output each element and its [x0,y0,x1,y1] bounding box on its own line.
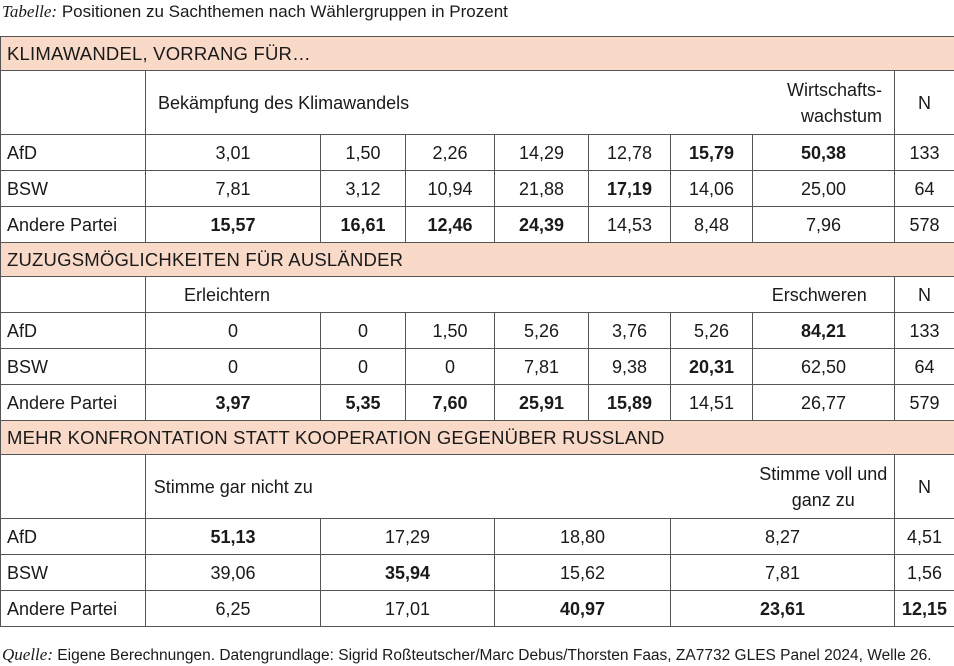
data-table [0,36,954,627]
table-cell: 10,94 [406,171,495,207]
table-cell: 16,61 [321,207,406,243]
party-label: BSW [1,349,146,385]
table-cell: 3,97 [146,385,321,421]
table-cell: 17,01 [321,591,495,627]
table-cell: 4,51 [895,519,954,555]
table-cell: 14,53 [589,207,671,243]
scale-left-label: Bekämpfung des Klimawandels [146,71,495,135]
scale-right-label: Stimme voll und ganz zu [753,455,895,519]
table-cell: 15,62 [495,555,671,591]
caption-text: Positionen zu Sachthemen nach Wählergruppen in Prozent [61,2,508,21]
scale-left-label: Stimme gar nicht zu [146,455,321,519]
table-cell: 1,50 [406,313,495,349]
table-cell: 3,12 [321,171,406,207]
table-cell: 26,77 [753,385,895,421]
table-cell: 5,35 [321,385,406,421]
source-text: Eigene Berechnungen. Datengrundlage: Sigrid Roßteutscher/Marc Debus/Thorsten Faas, ZA7732 GLES Panel 2024, Welle 26. [57,647,932,664]
table-cell: 7,96 [753,207,895,243]
table-cell: 62,50 [753,349,895,385]
table-cell: 14,06 [671,171,753,207]
table-cell: 0 [146,349,321,385]
table-cell: 25,00 [753,171,895,207]
table-cell: 20,31 [671,349,753,385]
n-header: N [895,455,954,519]
n-cell: 133 [895,313,954,349]
table-cell: 7,81 [495,349,589,385]
table-cell: 35,94 [321,555,495,591]
scale-right-label: Erschweren [753,277,895,313]
table-cell: 17,19 [589,171,671,207]
table-cell: 12,46 [406,207,495,243]
party-label: AfD [1,135,146,171]
n-header: N [895,71,954,135]
table-cell: 18,80 [495,519,671,555]
section-title-russland: MEHR KONFRONTATION STATT KOOPERATION GEGENÜBER RUSSLAND [1,421,954,455]
table-cell: 3,76 [589,313,671,349]
party-label: Andere Partei [1,591,146,627]
table-cell: 1,56 [895,555,954,591]
party-label: BSW [1,555,146,591]
source-note [2,645,932,666]
table-cell: 0 [406,349,495,385]
table-cell: 15,89 [589,385,671,421]
table-cell: 1,50 [321,135,406,171]
table-cell: 0 [321,349,406,385]
table-cell: 50,38 [753,135,895,171]
table-cell: 84,21 [753,313,895,349]
table-cell: 0 [321,313,406,349]
table-cell: 8,48 [671,207,753,243]
scale-left-label: Erleichtern [146,277,495,313]
table-cell: 15,79 [671,135,753,171]
table-cell: 21,88 [495,171,589,207]
table-cell: 7,81 [671,555,895,591]
table-cell: 17,29 [321,519,495,555]
n-cell: 578 [895,207,954,243]
table-cell: 3,01 [146,135,321,171]
table-cell: 0 [146,313,321,349]
table-cell: 12,15 [895,591,954,627]
table-caption [2,2,508,22]
table-cell: 15,57 [146,207,321,243]
n-cell: 64 [895,349,954,385]
table-cell: 14,29 [495,135,589,171]
table-cell: 8,27 [671,519,895,555]
table-cell: 7,60 [406,385,495,421]
table-cell: 51,13 [146,519,321,555]
caption-label: Tabelle: [2,2,58,21]
table-cell: 39,06 [146,555,321,591]
table-cell: 5,26 [495,313,589,349]
table-cell: 12,78 [589,135,671,171]
table-cell: 6,25 [146,591,321,627]
table-cell: 7,81 [146,171,321,207]
n-header: N [895,277,954,313]
n-cell: 64 [895,171,954,207]
party-label: AfD [1,519,146,555]
party-label: BSW [1,171,146,207]
table-cell: 25,91 [495,385,589,421]
section-title-klimawandel: KLIMAWANDEL, VORRANG FÜR… [1,37,954,71]
party-label: Andere Partei [1,385,146,421]
source-label: Quelle: [2,645,53,664]
table-cell: 23,61 [671,591,895,627]
party-label: AfD [1,313,146,349]
table-cell: 9,38 [589,349,671,385]
table-cell: 5,26 [671,313,753,349]
table-cell: 14,51 [671,385,753,421]
party-label: Andere Partei [1,207,146,243]
n-cell: 579 [895,385,954,421]
n-cell: 133 [895,135,954,171]
scale-right-label: Wirtschafts-wachstum [753,71,895,135]
section-title-zuzug: ZUZUGSMÖGLICHKEITEN FÜR AUSLÄNDER [1,243,954,277]
table-cell: 2,26 [406,135,495,171]
table-cell: 40,97 [495,591,671,627]
table-cell: 24,39 [495,207,589,243]
